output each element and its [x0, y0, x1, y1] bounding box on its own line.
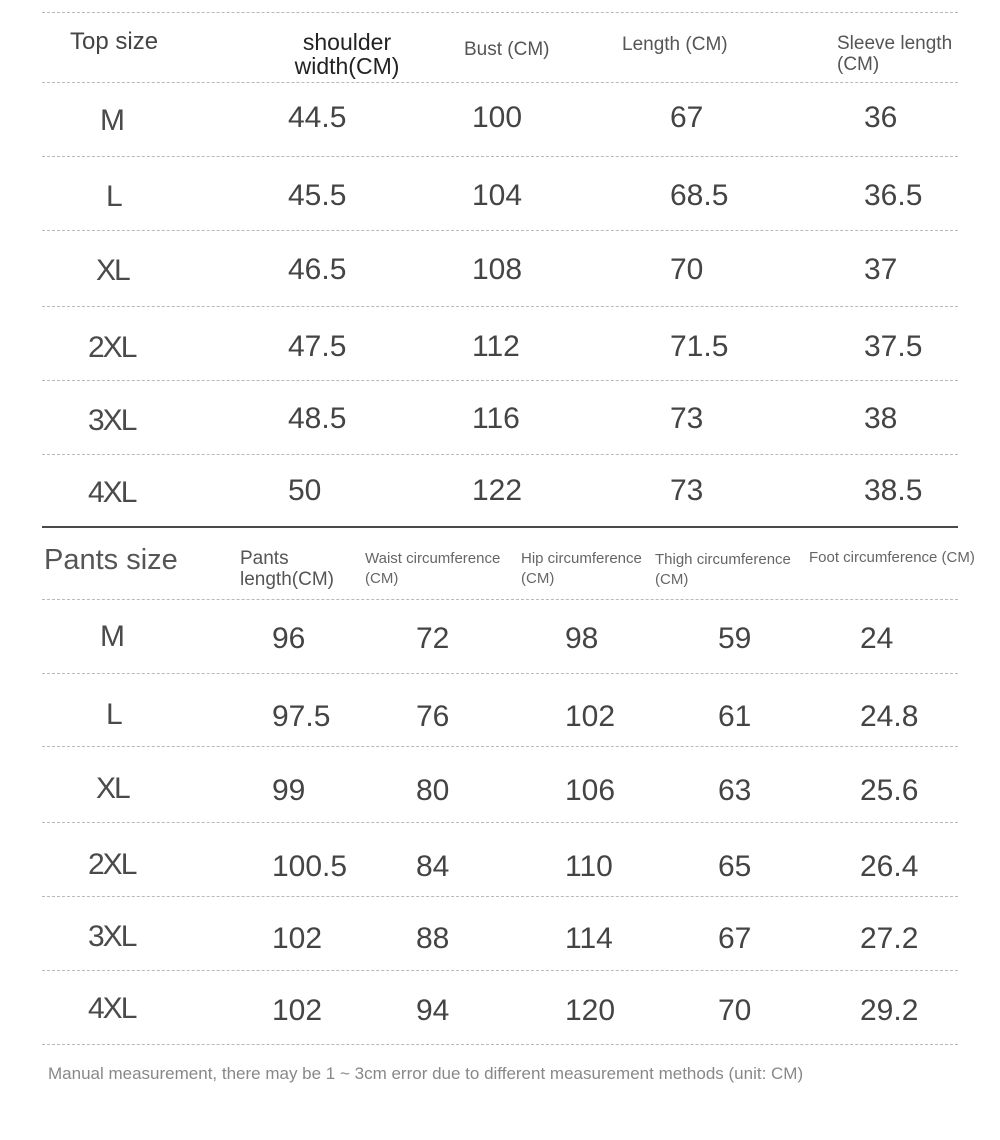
sleeve-value: 38.5 — [864, 474, 923, 507]
size-label: XL — [96, 254, 129, 287]
pants-length-value: 100.5 — [272, 850, 348, 883]
sleeve-value: 36.5 — [864, 179, 923, 212]
shoulder-value: 47.5 — [288, 330, 347, 363]
divider — [42, 230, 958, 231]
pants-size-header: Pants size — [44, 544, 178, 576]
waist-value: 76 — [416, 700, 450, 733]
bust-value: 122 — [472, 474, 523, 507]
measurement-note: Manual measurement, there may be 1 ~ 3cm error due to different measurement methods (unit: CM) — [48, 1064, 804, 1083]
size-label: 3XL — [88, 920, 136, 953]
foot-header: Foot circumference (CM) — [809, 549, 975, 566]
divider — [42, 454, 958, 455]
sleeve-length-header: Sleeve length (CM) — [837, 33, 953, 75]
thigh-value: 59 — [718, 622, 752, 655]
foot-value: 29.2 — [860, 994, 919, 1027]
thigh-value: 65 — [718, 850, 752, 883]
pants-length-value: 102 — [272, 922, 323, 955]
divider — [42, 746, 958, 747]
divider — [42, 822, 958, 823]
divider — [42, 380, 958, 381]
thigh-value: 63 — [718, 774, 752, 807]
bust-value: 112 — [472, 330, 520, 363]
pants-length-value: 96 — [272, 622, 306, 655]
waist-value: 84 — [416, 850, 450, 883]
foot-value: 26.4 — [860, 850, 919, 883]
pants-length-value: 99 — [272, 774, 306, 807]
size-label: 2XL — [88, 331, 136, 364]
foot-value: 24 — [860, 622, 894, 655]
length-value: 73 — [670, 402, 704, 435]
size-label: M — [100, 620, 123, 653]
hip-value: 106 — [565, 774, 616, 807]
divider — [42, 599, 958, 600]
foot-value: 25.6 — [860, 774, 919, 807]
size-label: 3XL — [88, 404, 136, 437]
bust-value: 104 — [472, 179, 523, 212]
bust-header: Bust (CM) — [464, 39, 550, 60]
size-label: 2XL — [88, 848, 136, 881]
hip-value: 114 — [565, 922, 613, 955]
sleeve-value: 37.5 — [864, 330, 923, 363]
size-label: L — [106, 180, 121, 213]
thigh-value: 61 — [718, 700, 752, 733]
shoulder-value: 45.5 — [288, 179, 347, 212]
shoulder-width-header: shoulder width(CM) — [294, 29, 400, 79]
bust-value: 100 — [472, 101, 523, 134]
divider — [42, 970, 958, 971]
length-value: 71.5 — [670, 330, 729, 363]
pants-length-header: Pants length(CM) — [240, 548, 334, 590]
length-value: 68.5 — [670, 179, 729, 212]
divider — [42, 673, 958, 674]
section-divider — [42, 526, 958, 528]
divider — [42, 1044, 958, 1045]
thigh-header: Thigh circumference (CM) — [655, 551, 791, 588]
bust-value: 116 — [472, 402, 520, 435]
shoulder-value: 50 — [288, 474, 322, 507]
hip-value: 98 — [565, 622, 599, 655]
waist-value: 72 — [416, 622, 450, 655]
divider — [42, 12, 958, 13]
hip-value: 120 — [565, 994, 616, 1027]
pants-length-value: 97.5 — [272, 700, 331, 733]
thigh-value: 67 — [718, 922, 752, 955]
pants-length-value: 102 — [272, 994, 323, 1027]
hip-value: 110 — [565, 850, 613, 883]
divider — [42, 306, 958, 307]
size-label: M — [100, 104, 123, 137]
divider — [42, 156, 958, 157]
hip-value: 102 — [565, 700, 616, 733]
hip-header: Hip circumference (CM) — [521, 550, 642, 587]
size-label: 4XL — [88, 992, 136, 1025]
length-header: Length (CM) — [622, 34, 728, 55]
foot-value: 27.2 — [860, 922, 919, 955]
shoulder-value: 46.5 — [288, 253, 347, 286]
thigh-value: 70 — [718, 994, 752, 1027]
divider — [42, 896, 958, 897]
waist-value: 80 — [416, 774, 450, 807]
sleeve-value: 36 — [864, 101, 898, 134]
length-value: 73 — [670, 474, 704, 507]
length-value: 67 — [670, 101, 704, 134]
length-value: 70 — [670, 253, 704, 286]
size-label: 4XL — [88, 476, 136, 509]
sleeve-value: 37 — [864, 253, 898, 286]
waist-header: Waist circumference (CM) — [365, 550, 501, 587]
waist-value: 88 — [416, 922, 450, 955]
divider — [42, 82, 958, 83]
waist-value: 94 — [416, 994, 450, 1027]
bust-value: 108 — [472, 253, 523, 286]
foot-value: 24.8 — [860, 700, 919, 733]
top-size-header: Top size — [70, 28, 159, 55]
shoulder-value: 44.5 — [288, 101, 347, 134]
size-label: XL — [96, 772, 129, 805]
size-label: L — [106, 698, 121, 731]
shoulder-value: 48.5 — [288, 402, 347, 435]
sleeve-value: 38 — [864, 402, 898, 435]
